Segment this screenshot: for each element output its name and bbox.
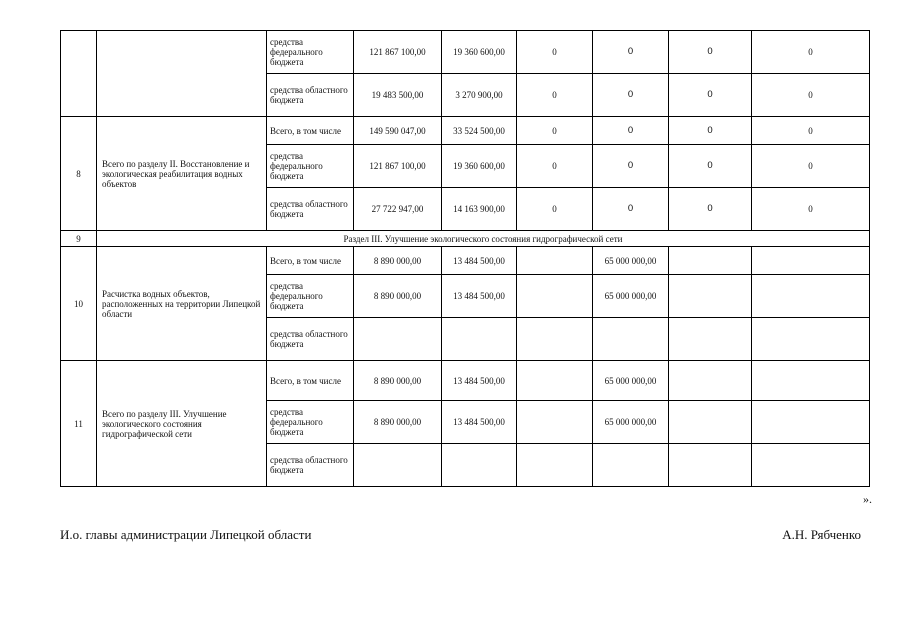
source-cell: Всего, в том числе xyxy=(267,247,354,275)
row-number-cell: 10 xyxy=(61,247,97,361)
row-name-cell: Всего по разделу II. Восстановление и экологическая реабилитация водных объектов xyxy=(97,117,267,231)
value-cell: 8 890 000,00 xyxy=(354,361,442,401)
value-cell: 65 000 000,00 xyxy=(593,361,669,401)
table-row xyxy=(61,361,870,401)
value-cell: 121 867 100,00 xyxy=(354,145,442,188)
row-name-cell xyxy=(97,31,267,117)
row-name-cell: Расчистка водных объектов, расположенных на территории Липецкой области xyxy=(97,247,267,361)
value-cell: 0 xyxy=(752,145,870,188)
source-cell: Всего, в том числе xyxy=(267,117,354,145)
value-cell: 0 xyxy=(752,188,870,231)
source-cell: средства федерального бюджета xyxy=(267,31,354,74)
value-cell xyxy=(593,444,669,487)
section-row xyxy=(61,231,870,247)
value-cell: 0 xyxy=(517,145,593,188)
value-cell: 0 xyxy=(517,188,593,231)
value-cell xyxy=(669,275,752,318)
value-cell xyxy=(752,318,870,361)
value-cell xyxy=(442,318,517,361)
source-cell: средства федерального бюджета xyxy=(267,401,354,444)
value-cell: 8 890 000,00 xyxy=(354,401,442,444)
row-number-cell: 8 xyxy=(61,117,97,231)
value-cell xyxy=(669,444,752,487)
value-cell: 65 000 000,00 xyxy=(593,275,669,318)
value-cell xyxy=(752,275,870,318)
value-cell: 0 xyxy=(752,31,870,74)
value-cell xyxy=(669,318,752,361)
value-cell: 0 xyxy=(593,74,669,117)
value-cell: 8 890 000,00 xyxy=(354,247,442,275)
row-name-cell: Всего по разделу III. Улучшение экологического состояния гидрографической сети xyxy=(97,361,267,487)
row-number-cell: 11 xyxy=(61,361,97,487)
value-cell: 149 590 047,00 xyxy=(354,117,442,145)
value-cell xyxy=(752,361,870,401)
value-cell xyxy=(669,247,752,275)
source-cell: средства областного бюджета xyxy=(267,444,354,487)
value-cell: 33 524 500,00 xyxy=(442,117,517,145)
table-row xyxy=(61,117,870,145)
value-cell: 0 xyxy=(517,74,593,117)
section-title: Раздел III. Улучшение экологического состояния гидрографической сети xyxy=(97,231,870,247)
value-cell: 13 484 500,00 xyxy=(442,247,517,275)
value-cell xyxy=(354,444,442,487)
value-cell: 14 163 900,00 xyxy=(442,188,517,231)
value-cell: 65 000 000,00 xyxy=(593,247,669,275)
value-cell: 0 xyxy=(669,74,752,117)
value-cell xyxy=(517,361,593,401)
value-cell: 0 xyxy=(669,31,752,74)
value-cell: 121 867 100,00 xyxy=(354,31,442,74)
source-cell: средства областного бюджета xyxy=(267,188,354,231)
value-cell xyxy=(517,275,593,318)
closing-quote: ». xyxy=(863,492,872,506)
value-cell xyxy=(442,444,517,487)
value-cell: 19 360 600,00 xyxy=(442,145,517,188)
value-cell: 0 xyxy=(669,188,752,231)
source-cell: средства федерального бюджета xyxy=(267,275,354,318)
value-cell xyxy=(517,318,593,361)
value-cell: 0 xyxy=(517,31,593,74)
value-cell xyxy=(517,444,593,487)
value-cell: 27 722 947,00 xyxy=(354,188,442,231)
value-cell: 19 360 600,00 xyxy=(442,31,517,74)
value-cell xyxy=(752,247,870,275)
value-cell: 13 484 500,00 xyxy=(442,275,517,318)
value-cell: 65 000 000,00 xyxy=(593,401,669,444)
value-cell: 3 270 900,00 xyxy=(442,74,517,117)
value-cell: 13 484 500,00 xyxy=(442,361,517,401)
value-cell xyxy=(517,401,593,444)
value-cell: 19 483 500,00 xyxy=(354,74,442,117)
row-number-cell: 9 xyxy=(61,231,97,247)
value-cell xyxy=(752,444,870,487)
value-cell xyxy=(752,401,870,444)
row-number-cell xyxy=(61,31,97,117)
value-cell: 0 xyxy=(669,145,752,188)
value-cell: 13 484 500,00 xyxy=(442,401,517,444)
value-cell: 0 xyxy=(593,117,669,145)
value-cell xyxy=(669,361,752,401)
source-cell: средства областного бюджета xyxy=(267,318,354,361)
source-cell: средства федерального бюджета xyxy=(267,145,354,188)
value-cell: 0 xyxy=(593,31,669,74)
value-cell: 0 xyxy=(593,145,669,188)
signatory-position: И.о. главы администрации Липецкой области xyxy=(60,527,312,542)
value-cell: 0 xyxy=(517,117,593,145)
value-cell xyxy=(669,401,752,444)
value-cell: 0 xyxy=(752,74,870,117)
value-cell: 0 xyxy=(752,117,870,145)
value-cell: 0 xyxy=(669,117,752,145)
budget-table xyxy=(60,30,870,487)
source-cell: Всего, в том числе xyxy=(267,361,354,401)
value-cell: 8 890 000,00 xyxy=(354,275,442,318)
signatory-name: А.Н. Рябченко xyxy=(782,527,861,542)
value-cell: 0 xyxy=(593,188,669,231)
value-cell xyxy=(517,247,593,275)
table-row xyxy=(61,247,870,275)
value-cell xyxy=(354,318,442,361)
table-row xyxy=(61,31,870,74)
source-cell: средства областного бюджета xyxy=(267,74,354,117)
value-cell xyxy=(593,318,669,361)
